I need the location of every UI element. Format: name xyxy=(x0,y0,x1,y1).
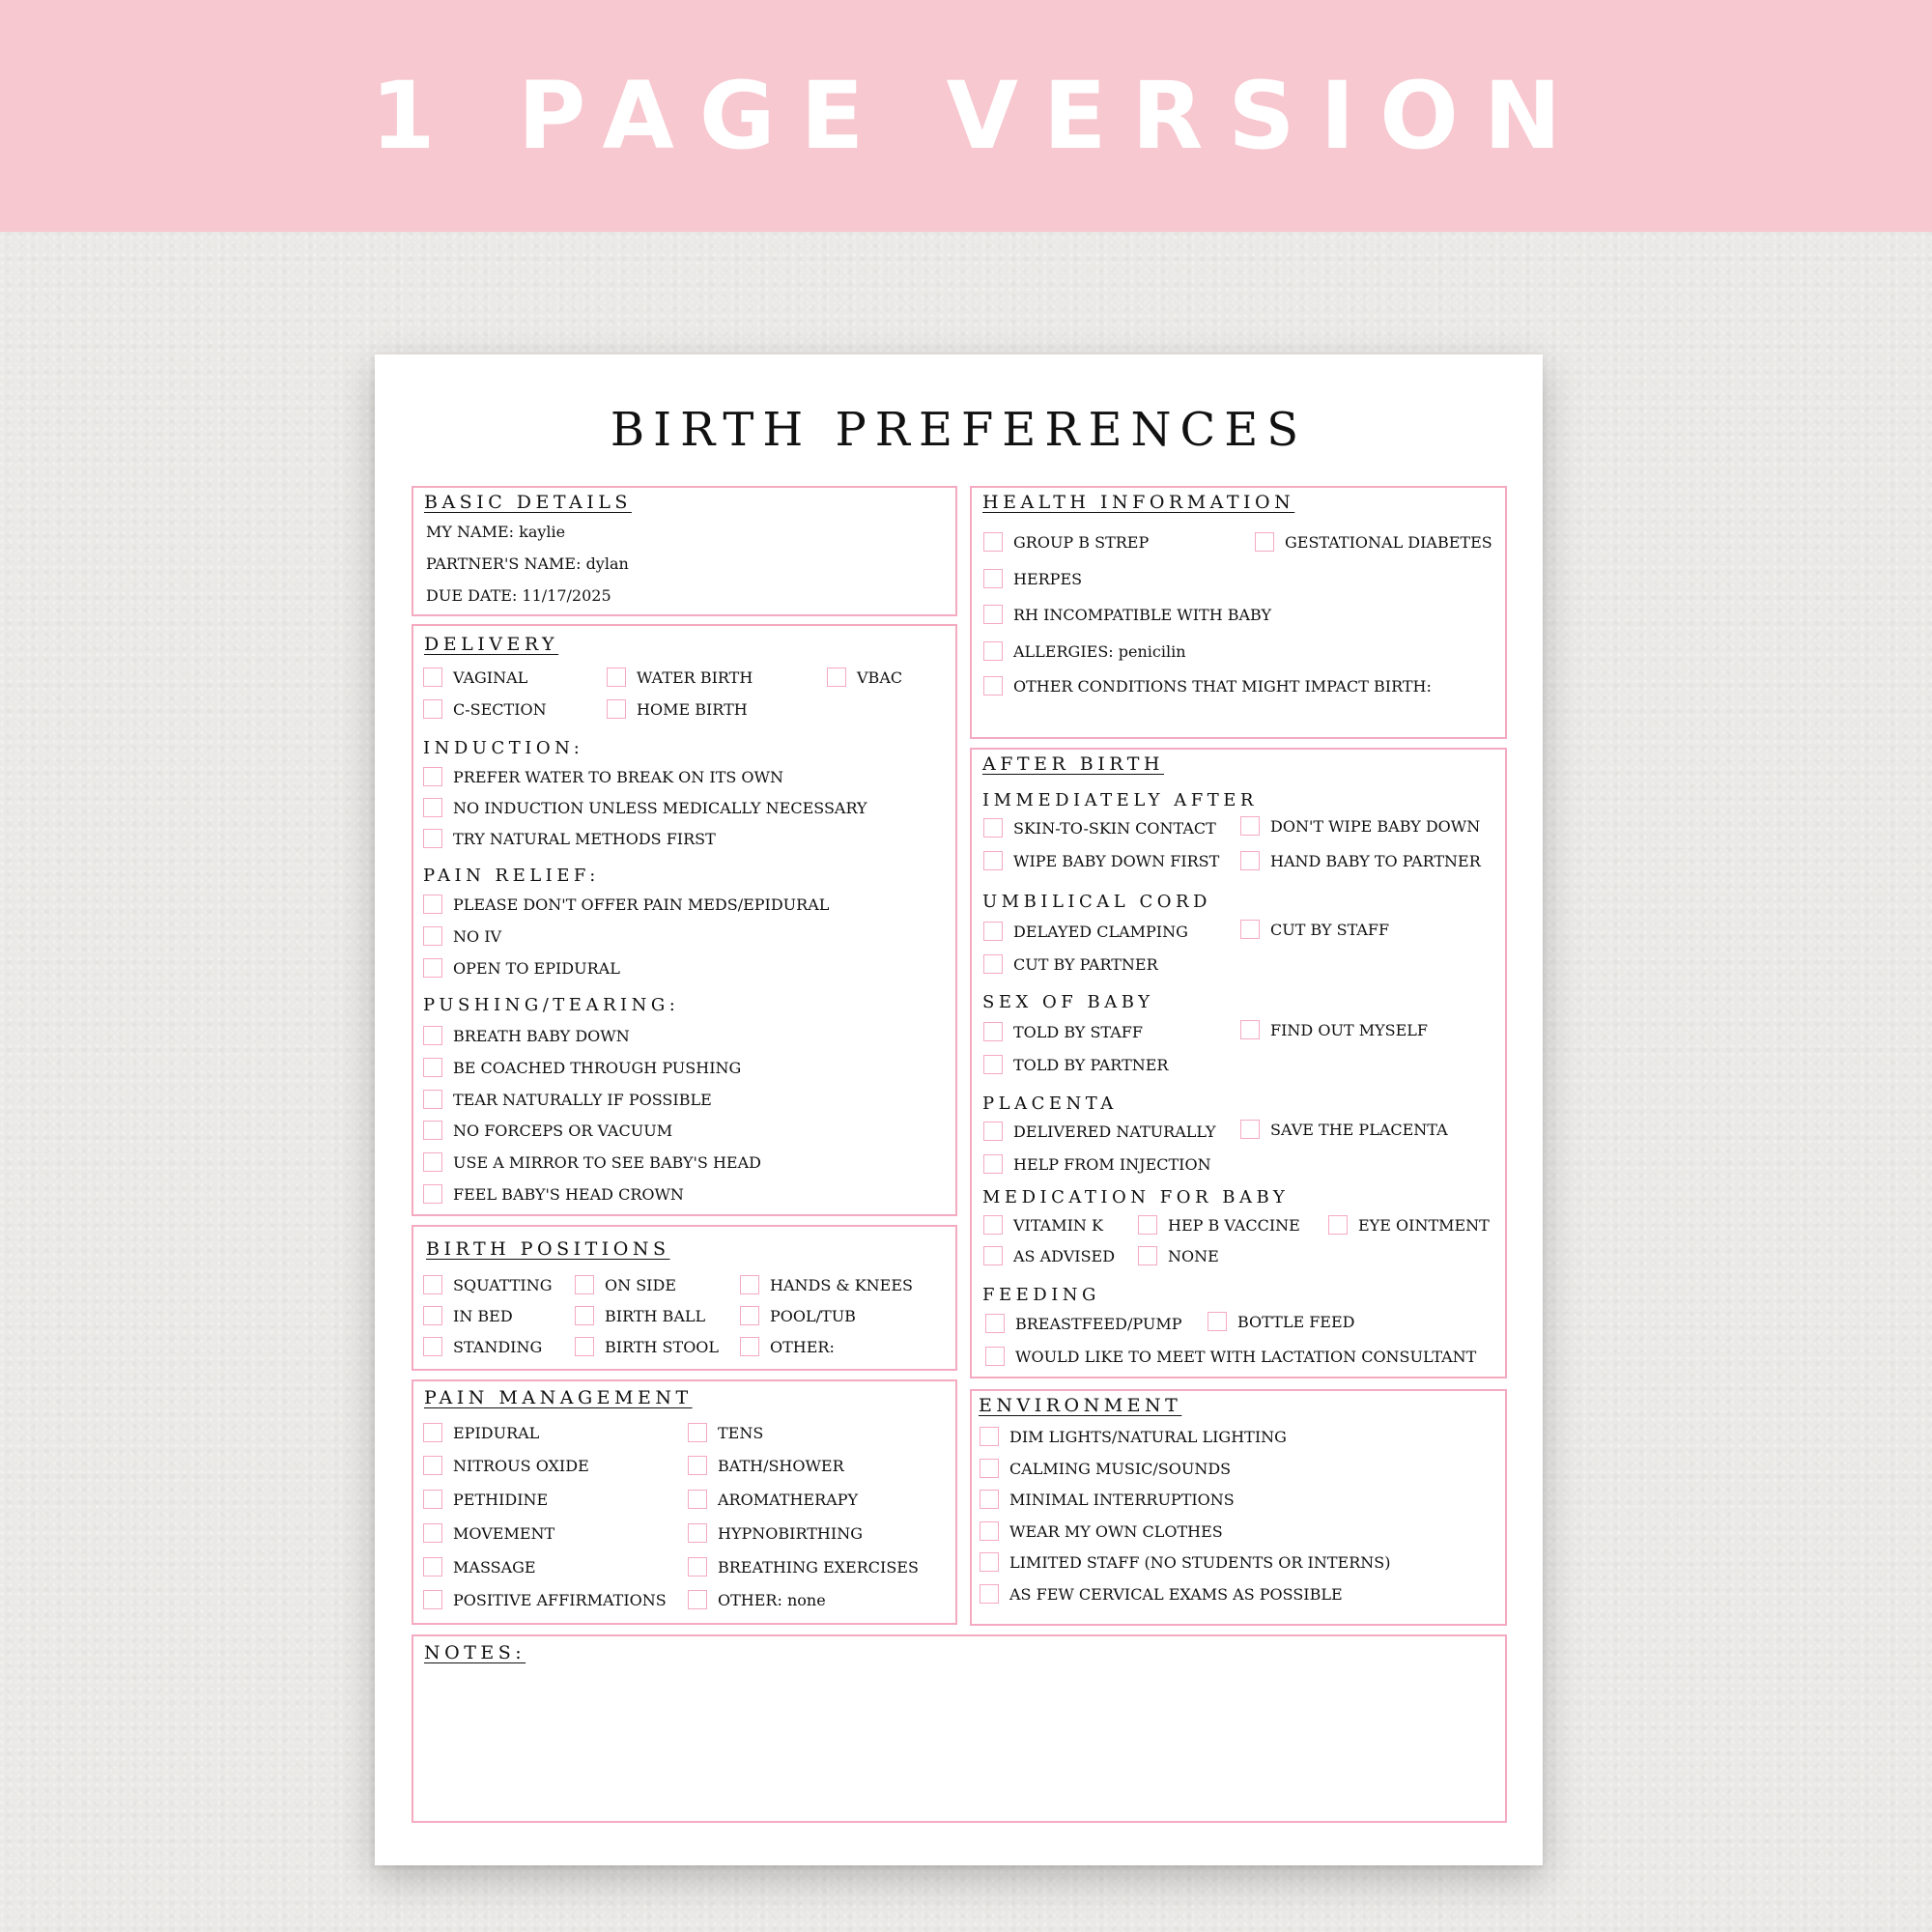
checkbox-box[interactable] xyxy=(983,922,1003,941)
checkbox-standing[interactable] xyxy=(423,1337,542,1356)
option-label: VBAC xyxy=(857,668,903,687)
partner-name-value: dylan xyxy=(585,554,629,573)
checkbox-box[interactable] xyxy=(688,1490,707,1509)
option-label: PREFER WATER TO BREAK ON ITS OWN xyxy=(453,767,783,786)
option-label: WIPE BABY DOWN FIRST xyxy=(1013,851,1220,870)
option-label: OPEN TO EPIDURAL xyxy=(453,958,620,978)
checkbox-box[interactable] xyxy=(423,926,442,946)
checkbox-vitamin-k[interactable] xyxy=(983,1215,1103,1235)
option-label: AS ADVISED xyxy=(1013,1246,1116,1265)
option-label: MINIMAL INTERRUPTIONS xyxy=(1009,1490,1235,1509)
checkbox-box[interactable] xyxy=(423,829,442,848)
checkbox-box[interactable] xyxy=(740,1275,759,1294)
checkbox-box[interactable] xyxy=(575,1337,594,1356)
umbilical-cord-label: UMBILICAL CORD xyxy=(982,892,1211,912)
checkbox-vaginal[interactable] xyxy=(423,668,527,687)
due-date-value: 11/17/2025 xyxy=(522,586,611,605)
option-label: C-SECTION xyxy=(453,699,547,719)
checkbox-help-from-injection[interactable] xyxy=(983,1154,1211,1174)
checkbox-box[interactable] xyxy=(423,1337,442,1356)
checkbox-own-clothes[interactable] xyxy=(980,1521,1223,1541)
my-name-field[interactable] xyxy=(426,523,565,541)
checkbox-box[interactable] xyxy=(983,532,1003,552)
delivery-section xyxy=(412,624,957,1216)
option-label: PETHIDINE xyxy=(453,1490,549,1509)
checkbox-box[interactable] xyxy=(980,1584,999,1604)
option-label: IN BED xyxy=(453,1306,513,1325)
placenta-label: PLACENTA xyxy=(982,1094,1118,1114)
checkbox-dim-lights[interactable] xyxy=(980,1427,1287,1446)
checkbox-tens[interactable] xyxy=(688,1423,763,1442)
checkbox-rh-incompatible[interactable] xyxy=(983,605,1271,624)
option-label: VITAMIN K xyxy=(1013,1215,1103,1235)
checkbox-epidural[interactable] xyxy=(423,1423,539,1442)
checkbox-pool-tub[interactable] xyxy=(740,1306,856,1325)
checkbox-hands-knees[interactable] xyxy=(740,1275,913,1294)
checkbox-group-b-strep[interactable] xyxy=(983,532,1149,552)
after-birth-heading: AFTER BIRTH xyxy=(982,753,1164,775)
after-birth-section xyxy=(970,748,1507,1378)
checkbox-movement[interactable] xyxy=(423,1523,554,1543)
checkbox-box[interactable] xyxy=(1328,1215,1348,1235)
option-label: EPIDURAL xyxy=(453,1423,540,1442)
checkbox-box[interactable] xyxy=(983,605,1003,624)
checkbox-box[interactable] xyxy=(423,895,442,914)
checkbox-box[interactable] xyxy=(423,767,442,786)
option-label: WOULD LIKE TO MEET WITH LACTATION CONSULTANT xyxy=(1015,1347,1477,1366)
option-label: SKIN-TO-SKIN CONTACT xyxy=(1013,818,1216,838)
checkbox-breath-baby-down[interactable] xyxy=(423,1026,630,1045)
option-label: FIND OUT MYSELF xyxy=(1270,1020,1429,1039)
checkbox-box[interactable] xyxy=(1240,1020,1260,1039)
checkbox-box[interactable] xyxy=(607,668,626,687)
option-label: BIRTH BALL xyxy=(605,1306,706,1325)
medication-for-baby-label: MEDICATION FOR BABY xyxy=(982,1187,1290,1208)
checkbox-no-iv[interactable] xyxy=(423,926,501,946)
checkbox-box[interactable] xyxy=(983,954,1003,974)
checkbox-hand-to-partner[interactable] xyxy=(1240,851,1481,870)
checkbox-box[interactable] xyxy=(1138,1246,1157,1265)
option-label: RH INCOMPATIBLE WITH BABY xyxy=(1013,605,1272,624)
checkbox-told-by-partner[interactable] xyxy=(983,1055,1168,1074)
basic-details-heading: BASIC DETAILS xyxy=(424,492,632,513)
option-label: HEP B VACCINE xyxy=(1168,1215,1300,1235)
option-label: POOL/TUB xyxy=(770,1306,856,1325)
option-label: CALMING MUSIC/SOUNDS xyxy=(1009,1459,1232,1478)
option-label: AS FEW CERVICAL EXAMS AS POSSIBLE xyxy=(1009,1584,1343,1604)
checkbox-box[interactable] xyxy=(985,1347,1005,1366)
option-label: POSITIVE AFFIRMATIONS xyxy=(453,1590,667,1609)
checkbox-box[interactable] xyxy=(423,1275,442,1294)
checkbox-other-conditions[interactable] xyxy=(983,676,1432,696)
checkbox-other-pain[interactable] xyxy=(688,1590,826,1609)
checkbox-box[interactable] xyxy=(423,1523,442,1543)
checkbox-box[interactable] xyxy=(983,1122,1003,1141)
sex-of-baby-label: SEX OF BABY xyxy=(982,992,1154,1012)
checkbox-box[interactable] xyxy=(688,1523,707,1543)
checkbox-bath-shower[interactable] xyxy=(688,1456,844,1475)
option-label: GROUP B STREP xyxy=(1013,532,1150,552)
option-label: FEEL BABY'S HEAD CROWN xyxy=(453,1184,684,1204)
due-date-field[interactable] xyxy=(426,586,611,605)
option-label: BE COACHED THROUGH PUSHING xyxy=(453,1058,742,1077)
option-label: CUT BY STAFF xyxy=(1270,920,1390,939)
checkbox-box[interactable] xyxy=(423,1184,442,1204)
checkbox-skin-to-skin[interactable] xyxy=(983,818,1216,838)
option-label: MOVEMENT xyxy=(453,1523,555,1543)
option-label: HOME BIRTH xyxy=(637,699,748,719)
checkbox-box[interactable] xyxy=(983,1246,1003,1265)
checkbox-cut-by-partner[interactable] xyxy=(983,954,1158,974)
environment-heading: ENVIRONMENT xyxy=(979,1395,1182,1416)
checkbox-box[interactable] xyxy=(985,1314,1005,1333)
checkbox-box[interactable] xyxy=(980,1427,999,1446)
option-label: HELP FROM INJECTION xyxy=(1013,1154,1211,1174)
checkbox-none[interactable] xyxy=(1138,1246,1219,1265)
checkbox-massage[interactable] xyxy=(423,1557,536,1577)
checkbox-calming-music[interactable] xyxy=(980,1459,1231,1478)
checkbox-box[interactable] xyxy=(983,676,1003,696)
checkbox-on-side[interactable] xyxy=(575,1275,676,1294)
option-label: BREATHING EXERCISES xyxy=(718,1557,919,1577)
checkbox-box[interactable] xyxy=(983,851,1003,870)
health-information-section xyxy=(970,486,1507,739)
checkbox-box[interactable] xyxy=(423,798,442,817)
checkbox-box[interactable] xyxy=(1138,1215,1157,1235)
checkbox-minimal-interruptions[interactable] xyxy=(980,1490,1235,1509)
checkbox-hep-b-vaccine[interactable] xyxy=(1138,1215,1300,1235)
checkbox-box[interactable] xyxy=(688,1456,707,1475)
option-label: SAVE THE PLACENTA xyxy=(1270,1120,1448,1139)
checkbox-box[interactable] xyxy=(1240,1120,1260,1139)
checkbox-prefer-water-break[interactable] xyxy=(423,767,783,786)
checkbox-box[interactable] xyxy=(423,1557,442,1577)
option-label: NO FORCEPS OR VACUUM xyxy=(453,1121,673,1140)
option-label: OTHER: none xyxy=(718,1590,826,1609)
delivery-heading: DELIVERY xyxy=(424,634,559,655)
checkbox-box[interactable] xyxy=(980,1552,999,1572)
option-label: HYPNOBIRTHING xyxy=(718,1523,863,1543)
option-label: EYE OINTMENT xyxy=(1358,1215,1490,1235)
checkbox-box[interactable] xyxy=(423,699,442,719)
checkbox-coached-pushing[interactable] xyxy=(423,1058,741,1077)
pain-management-heading: PAIN MANAGEMENT xyxy=(424,1387,693,1408)
banner xyxy=(0,0,1932,232)
checkbox-box[interactable] xyxy=(575,1275,594,1294)
option-label: MASSAGE xyxy=(453,1557,536,1577)
option-label: NITROUS OXIDE xyxy=(453,1456,589,1475)
checkbox-tear-naturally[interactable] xyxy=(423,1090,712,1109)
checkbox-allergies[interactable] xyxy=(983,641,1186,661)
option-label: DON'T WIPE BABY DOWN xyxy=(1270,816,1481,836)
checkbox-box[interactable] xyxy=(740,1306,759,1325)
checkbox-limited-staff[interactable] xyxy=(980,1552,1390,1572)
option-label: BREASTFEED/PUMP xyxy=(1015,1314,1182,1333)
checkbox-save-placenta[interactable] xyxy=(1240,1120,1448,1139)
basic-details-section xyxy=(412,486,957,616)
option-label: NO IV xyxy=(453,926,502,946)
option-label: HANDS & KNEES xyxy=(770,1275,913,1294)
option-label: HERPES xyxy=(1013,569,1083,588)
checkbox-box[interactable] xyxy=(983,1215,1003,1235)
option-label: LIMITED STAFF (NO STUDENTS OR INTERNS) xyxy=(1009,1552,1391,1572)
checkbox-eye-ointment[interactable] xyxy=(1328,1215,1490,1235)
checkbox-bottle-feed[interactable] xyxy=(1208,1312,1355,1331)
option-label: TENS xyxy=(718,1423,764,1442)
checkbox-box[interactable] xyxy=(983,569,1003,588)
checkbox-gestational-diabetes[interactable] xyxy=(1255,532,1492,552)
checkbox-vbac[interactable] xyxy=(827,668,902,687)
my-name-label: MY NAME: xyxy=(426,523,515,541)
checkbox-nitrous-oxide[interactable] xyxy=(423,1456,589,1475)
checkbox-box[interactable] xyxy=(827,668,846,687)
checkbox-pethidine[interactable] xyxy=(423,1490,548,1509)
checkbox-herpes[interactable] xyxy=(983,569,1082,588)
option-label: OTHER: xyxy=(770,1337,835,1356)
checkbox-feel-head-crown[interactable] xyxy=(423,1184,684,1204)
checkbox-delivered-naturally[interactable] xyxy=(983,1122,1216,1141)
option-label: TOLD BY STAFF xyxy=(1013,1022,1143,1041)
checkbox-breathing-exercises[interactable] xyxy=(688,1557,919,1577)
document-title: BIRTH PREFERENCES xyxy=(610,403,1308,457)
checkbox-box[interactable] xyxy=(423,1423,442,1442)
checkbox-in-bed[interactable] xyxy=(423,1306,513,1325)
checkbox-birth-ball[interactable] xyxy=(575,1306,705,1325)
immediately-after-label: IMMEDIATELY AFTER xyxy=(982,790,1258,810)
checkbox-cut-by-staff[interactable] xyxy=(1240,920,1389,939)
checkbox-squatting[interactable] xyxy=(423,1275,553,1294)
checkbox-box[interactable] xyxy=(983,1154,1003,1174)
checkbox-box[interactable] xyxy=(688,1423,707,1442)
option-label: GESTATIONAL DIABETES xyxy=(1285,532,1492,552)
option-label: VAGINAL xyxy=(453,668,528,687)
pushing-tearing-label: PUSHING/TEARING: xyxy=(423,995,680,1015)
checkbox-natural-methods[interactable] xyxy=(423,829,716,848)
banner-title: 1 PAGE VERSION xyxy=(370,62,1587,170)
birth-positions-heading: BIRTH POSITIONS xyxy=(426,1238,670,1260)
checkbox-no-induction[interactable] xyxy=(423,798,867,817)
notes-section[interactable] xyxy=(412,1634,1507,1823)
option-label: DELIVERED NATURALLY xyxy=(1013,1122,1216,1141)
checkbox-birth-stool[interactable] xyxy=(575,1337,719,1356)
birth-positions-section xyxy=(412,1225,957,1371)
due-date-label: DUE DATE: xyxy=(426,586,518,605)
feeding-label: FEEDING xyxy=(982,1285,1100,1305)
option-label: CUT BY PARTNER xyxy=(1013,954,1158,974)
option-label: BREATH BABY DOWN xyxy=(453,1026,630,1045)
option-label: ON SIDE xyxy=(605,1275,676,1294)
checkbox-box[interactable] xyxy=(983,1022,1003,1041)
checkbox-no-forceps[interactable] xyxy=(423,1121,672,1140)
checkbox-box[interactable] xyxy=(1240,851,1260,870)
partner-name-field[interactable] xyxy=(426,554,629,573)
option-label: TEAR NATURALLY IF POSSIBLE xyxy=(453,1090,712,1109)
checkbox-use-mirror[interactable] xyxy=(423,1152,761,1172)
checkbox-box[interactable] xyxy=(423,1121,442,1140)
checkbox-box[interactable] xyxy=(423,1306,442,1325)
checkbox-box[interactable] xyxy=(423,1058,442,1077)
option-label: NONE xyxy=(1168,1246,1219,1265)
option-label: OTHER CONDITIONS THAT MIGHT IMPACT BIRTH: xyxy=(1013,676,1432,696)
option-label: USE A MIRROR TO SEE BABY'S HEAD xyxy=(453,1152,761,1172)
checkbox-no-pain-meds[interactable] xyxy=(423,895,829,914)
birth-preferences-sheet xyxy=(375,355,1543,1865)
checkbox-find-out-myself[interactable] xyxy=(1240,1020,1428,1039)
option-label: HAND BABY TO PARTNER xyxy=(1270,851,1481,870)
option-label: WATER BIRTH xyxy=(637,668,753,687)
checkbox-few-cervical-exams[interactable] xyxy=(980,1584,1343,1604)
checkbox-box[interactable] xyxy=(423,1026,442,1045)
checkbox-box[interactable] xyxy=(980,1490,999,1509)
option-label: TRY NATURAL METHODS FIRST xyxy=(453,829,716,848)
option-label: DELAYED CLAMPING xyxy=(1013,922,1188,941)
checkbox-as-advised[interactable] xyxy=(983,1246,1115,1265)
checkbox-box[interactable] xyxy=(688,1590,707,1609)
pain-management-section xyxy=(412,1379,957,1625)
checkbox-hypnobirthing[interactable] xyxy=(688,1523,863,1543)
option-label: ALLERGIES: penicilin xyxy=(1013,641,1186,661)
checkbox-box[interactable] xyxy=(980,1459,999,1478)
checkbox-box[interactable] xyxy=(740,1337,759,1356)
checkbox-box[interactable] xyxy=(983,1055,1003,1074)
checkbox-breastfeed-pump[interactable] xyxy=(985,1314,1181,1333)
pain-relief-label: PAIN RELIEF: xyxy=(423,866,600,886)
checkbox-box[interactable] xyxy=(1240,920,1260,939)
checkbox-delayed-clamping[interactable] xyxy=(983,922,1188,941)
partner-name-label: PARTNER'S NAME: xyxy=(426,554,582,573)
checkbox-box[interactable] xyxy=(607,699,626,719)
checkbox-box[interactable] xyxy=(423,1590,442,1609)
checkbox-box[interactable] xyxy=(1240,816,1260,836)
checkbox-box[interactable] xyxy=(423,1490,442,1509)
checkbox-positive-affirmations[interactable] xyxy=(423,1590,667,1609)
option-label: BIRTH STOOL xyxy=(605,1337,720,1356)
checkbox-c-section[interactable] xyxy=(423,699,547,719)
checkbox-box[interactable] xyxy=(423,1456,442,1475)
health-information-heading: HEALTH INFORMATION xyxy=(982,492,1295,513)
checkbox-told-by-staff[interactable] xyxy=(983,1022,1143,1041)
option-label: SQUATTING xyxy=(453,1275,553,1294)
checkbox-box[interactable] xyxy=(983,818,1003,838)
checkbox-box[interactable] xyxy=(980,1521,999,1541)
checkbox-box[interactable] xyxy=(423,958,442,978)
option-label: WEAR MY OWN CLOTHES xyxy=(1009,1521,1223,1541)
environment-section xyxy=(970,1389,1507,1626)
checkbox-dont-wipe[interactable] xyxy=(1240,816,1480,836)
checkbox-wipe-first[interactable] xyxy=(983,851,1219,870)
notes-heading: NOTES: xyxy=(424,1642,526,1663)
checkbox-home-birth[interactable] xyxy=(607,699,748,719)
checkbox-box[interactable] xyxy=(575,1306,594,1325)
option-label: BOTTLE FEED xyxy=(1237,1312,1355,1331)
checkbox-box[interactable] xyxy=(423,668,442,687)
checkbox-box[interactable] xyxy=(688,1557,707,1577)
option-label: DIM LIGHTS/NATURAL LIGHTING xyxy=(1009,1427,1287,1446)
checkbox-box[interactable] xyxy=(1208,1312,1227,1331)
checkbox-lactation-consultant[interactable] xyxy=(985,1347,1476,1366)
checkbox-water-birth[interactable] xyxy=(607,668,753,687)
checkbox-other-position[interactable] xyxy=(740,1337,835,1356)
induction-label: INDUCTION: xyxy=(423,738,584,758)
option-label: AROMATHERAPY xyxy=(718,1490,859,1509)
checkbox-box[interactable] xyxy=(1255,532,1274,552)
checkbox-aromatherapy[interactable] xyxy=(688,1490,858,1509)
option-label: TOLD BY PARTNER xyxy=(1013,1055,1169,1074)
option-label: NO INDUCTION UNLESS MEDICALLY NECESSARY xyxy=(453,798,867,817)
checkbox-box[interactable] xyxy=(423,1152,442,1172)
my-name-value: kaylie xyxy=(519,523,566,541)
checkbox-box[interactable] xyxy=(423,1090,442,1109)
checkbox-open-to-epidural[interactable] xyxy=(423,958,620,978)
option-label: STANDING xyxy=(453,1337,543,1356)
option-label: PLEASE DON'T OFFER PAIN MEDS/EPIDURAL xyxy=(453,895,830,914)
checkbox-box[interactable] xyxy=(983,641,1003,661)
option-label: BATH/SHOWER xyxy=(718,1456,844,1475)
